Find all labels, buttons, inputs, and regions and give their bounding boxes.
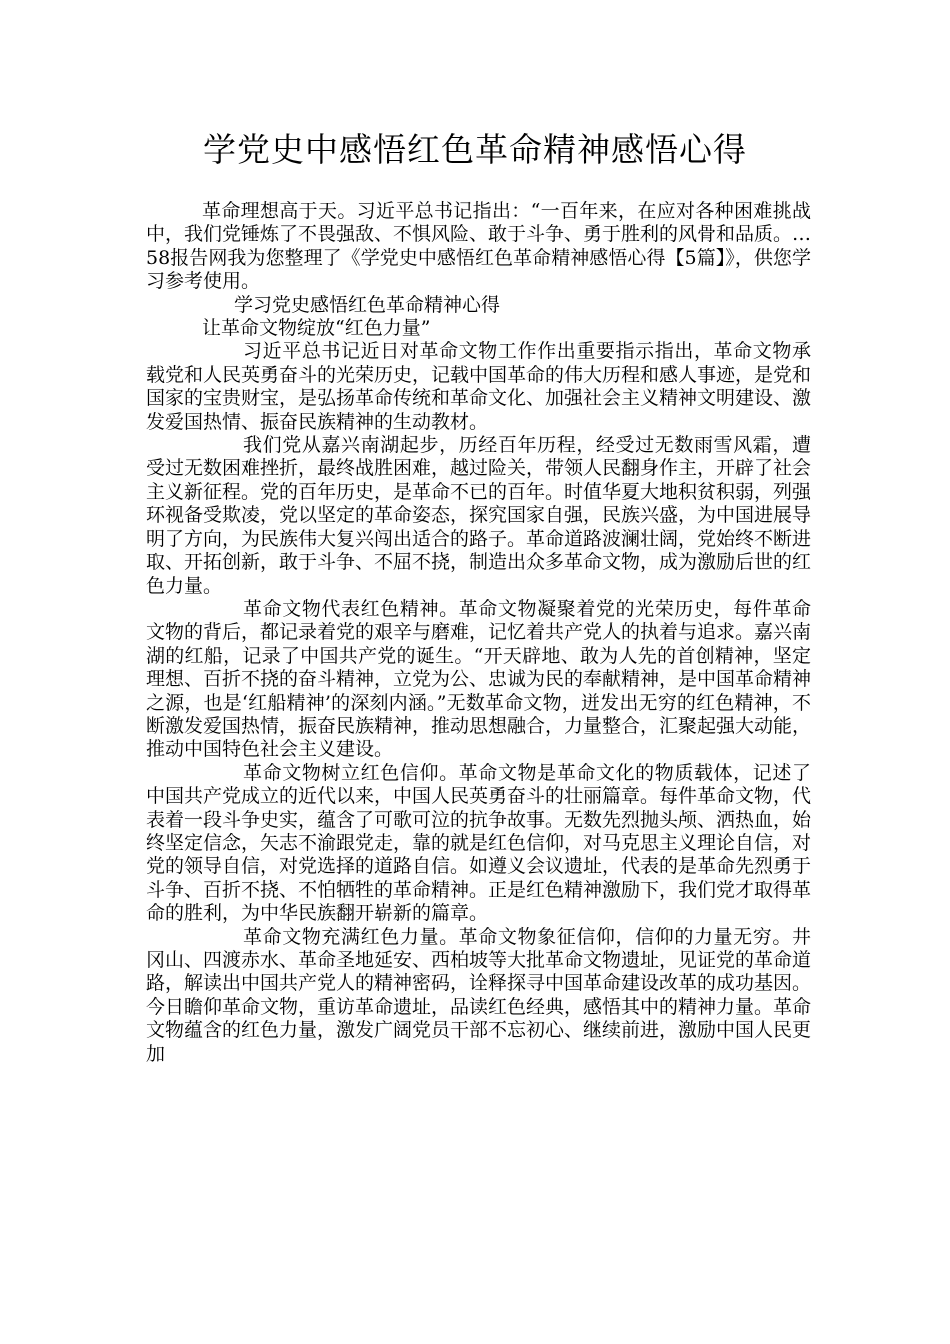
document-title: 学党史中感悟红色革命精神感悟心得 <box>203 130 747 169</box>
body-paragraph: 我们党从嘉兴南湖起步，历经百年历程，经受过无数雨雪风霜，遭受过无数困难挫折，最终战胜困难，越过险关，带领人民翻身作主，开辟了社会主义新征程。党的百年历史，是革命不已的百年。时值华夏大地积贫积弱，列强环视备受欺凌，党以坚定的革命姿态，探究国家自强，民族兴盛，为中国进展导明了方向，为民族伟大复兴闯出适合的路子。革命道路波澜壮阔，党始终不断进取、开拓创新，敢于斗争、不屈不挠，制造出众多革命文物，成为激励后世的红色力量。 <box>146 434 812 597</box>
document-body <box>146 200 811 1066</box>
body-paragraph: 革命文物充满红色力量。革命文物象征信仰，信仰的力量无穷。井冈山、四渡赤水、革命圣地延安、西柏坡等大批革命文物遗址，见证党的革命道路，解读出中国共产党人的精神密码，诠释探寻中国革命建设改革的成功基因。今日瞻仰革命文物，重访革命遗址，品读红色经典，感悟其中的精神力量。革命文物蕴含的红色力量，激发广阔党员干部不忘初心、继续前进，激励中国人民更加 <box>146 925 812 1065</box>
section-heading: 学习党史感悟红色革命精神心得 <box>234 293 501 316</box>
body-paragraph: 革命文物树立红色信仰。革命文物是革命文化的物质载体，记述了中国共产党成立的近代以来，中国人民英勇奋斗的壮丽篇章。每件革命文物，代表着一段斗争史实，蕴含了可歌可泣的抗争故事。无数先烈抛头颅、洒热血，始终坚定信念，矢志不渝跟党走，靠的就是红色信仰，对马克思主义理论自信，对党的领导自信，对党选择的道路自信。如遵义会议遗址，代表的是革命先烈勇于斗争、百折不挠、不怕牺牲的革命精神。正是红色精神激励下，我们党才取得革命的胜利，为中华民族翻开崭新的篇章。 <box>146 761 812 925</box>
body-paragraph: 习近平总书记近日对革命文物工作作出重要指示指出，革命文物承载党和人民英勇奋斗的光荣历史，记载中国革命的伟大历程和感人事迹，是党和国家的宝贵财宝，是弘扬革命传统和革命文化、加强社会主义精神文明建设、激发爱国热情、振奋民族精神的生动教材。 <box>146 340 812 433</box>
body-paragraph: 革命文物代表红色精神。革命文物凝聚着党的光荣历史，每件革命文物的背后，都记录着党的艰辛与磨难，记忆着共产党人的执着与追求。嘉兴南湖的红船，记录了中国共产党的诞生。“开天辟地、敢为人先的首创精神，坚定理想、百折不挠的奋斗精神，立党为公、忠诚为民的奉献精神，是中国革命精神之源，也是‘红船精神’的深刻内涵。”无数革命文物，迸发出无穷的红色精神，不断激发爱国热情，振奋民族精神，推动思想融合，力量整合，汇聚起强大动能，推动中国特色社会主义建设。 <box>146 597 812 761</box>
intro-paragraph: 革命理想高于天。习近平总书记指出：“一百年来，在应对各种困难挑战中，我们党锤炼了不畏强敌、不惧风险、敢于斗争、勇于胜利的风骨和品质。…58报告网我为您整理了《学党史中感悟红色革命精神感悟心得【5篇】》，供您学习参考使用。 <box>146 200 812 293</box>
subheading: 让革命文物绽放“红色力量” <box>202 317 431 340</box>
